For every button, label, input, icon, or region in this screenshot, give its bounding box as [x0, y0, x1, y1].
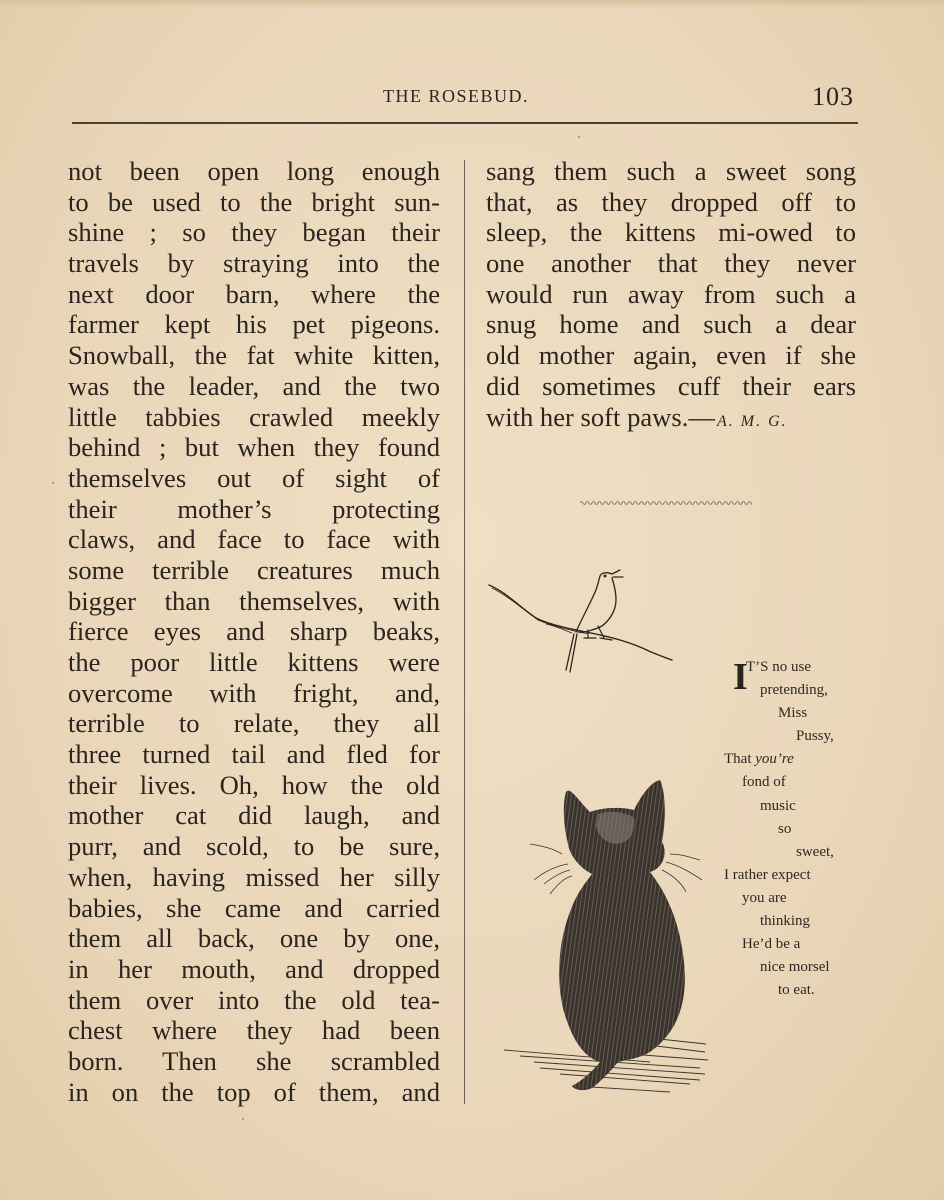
poem-line: He’d be a: [742, 936, 801, 953]
column-divider: [464, 160, 465, 1104]
poem-line: I rather expect: [724, 866, 811, 883]
text-line: three turned tail and fled for: [68, 739, 440, 770]
poem: [724, 656, 864, 1002]
text-line: born. Then she scrambled: [68, 1045, 440, 1076]
text-line: in her mouth, and dropped: [68, 953, 440, 984]
text-line: Snowball, the fat white kitten,: [68, 340, 440, 371]
text-line: some terrible creatures much: [68, 554, 440, 585]
text-line: them all back, one by one,: [68, 923, 440, 954]
poem-line: thinking: [760, 913, 811, 930]
poem-line: Miss: [778, 705, 808, 722]
paper-speck: [578, 136, 580, 138]
poem-italic-word: you’re: [755, 751, 794, 768]
bird-eye: [604, 575, 606, 577]
text-line: the poor little kittens were: [68, 647, 440, 677]
text-line: them over into the old tea-: [68, 984, 440, 1015]
kitten-from-behind-illustration: [500, 772, 720, 1107]
text-line: was the leader, and the two: [68, 370, 440, 401]
text-line: in on the top of them, and: [68, 1076, 440, 1107]
paper-speck: [52, 482, 54, 484]
text-line: behind ; but when they found: [68, 432, 440, 463]
page-edge-shadow: [0, 0, 944, 8]
text-line: themselves out of sight of: [68, 462, 440, 493]
text-line: when, having missed her silly: [68, 861, 440, 892]
poem-line: so: [778, 820, 792, 837]
running-title: THE ROSEBUD.: [383, 86, 530, 106]
text-line: old mother again, even if she: [486, 340, 856, 371]
header-rule: [72, 122, 858, 124]
text-line: next door barn, where the: [68, 278, 440, 309]
poem-line: pretending,: [760, 682, 828, 699]
poem-line: T’S no use: [746, 659, 811, 675]
bird-tail: [566, 634, 577, 672]
poem-line: to eat.: [778, 982, 815, 999]
text-line: chest where they had been: [68, 1015, 440, 1046]
text-line: sleep, the kittens mi-owed to: [486, 217, 856, 248]
text-line: not been open long enough: [68, 156, 440, 186]
text-line: bigger than themselves, with: [68, 585, 440, 616]
poem-line: [724, 748, 864, 771]
text-line: their lives. Oh, how the old: [68, 769, 440, 800]
bird-body: [576, 570, 623, 632]
poem-line: music: [760, 797, 796, 814]
page-number: 103: [812, 82, 854, 111]
text-line: travels by straying into the: [68, 248, 440, 279]
text-line: sang them such a sweet song: [486, 156, 856, 186]
text-line: overcome with fright, and,: [68, 677, 440, 708]
text-line: little tabbies crawled meekly: [68, 401, 440, 432]
text-line: terrible to relate, they all: [68, 708, 440, 739]
left-text-column: [68, 156, 440, 1107]
text-line: farmer kept his pet pigeons.: [68, 309, 440, 340]
text-line: fierce eyes and sharp beaks,: [68, 616, 440, 647]
poem-drop-cap: I: [733, 656, 748, 698]
text-line: did sometimes cuff their ears: [486, 370, 856, 401]
text-line: shine ; so they began their: [68, 217, 440, 248]
bird-on-branch-illustration: [486, 560, 686, 680]
author-signature: A. M. G.: [716, 412, 788, 430]
poem-text: That: [724, 751, 756, 768]
text-line: their mother’s protecting: [68, 493, 440, 524]
poem-line: sweet,: [796, 843, 834, 860]
text-line: snug home and such a dear: [486, 309, 856, 340]
text-line: that, as they dropped off to: [486, 186, 856, 217]
text-line: to be used to the bright sun-: [68, 186, 440, 217]
text-line: purr, and scold, to be sure,: [68, 831, 440, 862]
right-text-column: [486, 156, 856, 432]
poem-line: nice morsel: [760, 959, 830, 976]
text-line: one another that they never: [486, 248, 856, 279]
text-line: claws, and face to face with: [68, 524, 440, 555]
poem-line: Pussy,: [796, 728, 834, 745]
poem-line: fond of: [742, 774, 786, 791]
text-line: babies, she came and carried: [68, 892, 440, 923]
paper-speck: [242, 1118, 244, 1120]
closing-line-text: with her soft paws.—: [486, 401, 715, 432]
poem-line: you are: [742, 889, 787, 906]
wavy-rule-ornament: [580, 498, 752, 508]
closing-line: [486, 402, 856, 433]
text-line: mother cat did laugh, and: [68, 800, 440, 831]
text-line: would run away from such a: [486, 278, 856, 309]
